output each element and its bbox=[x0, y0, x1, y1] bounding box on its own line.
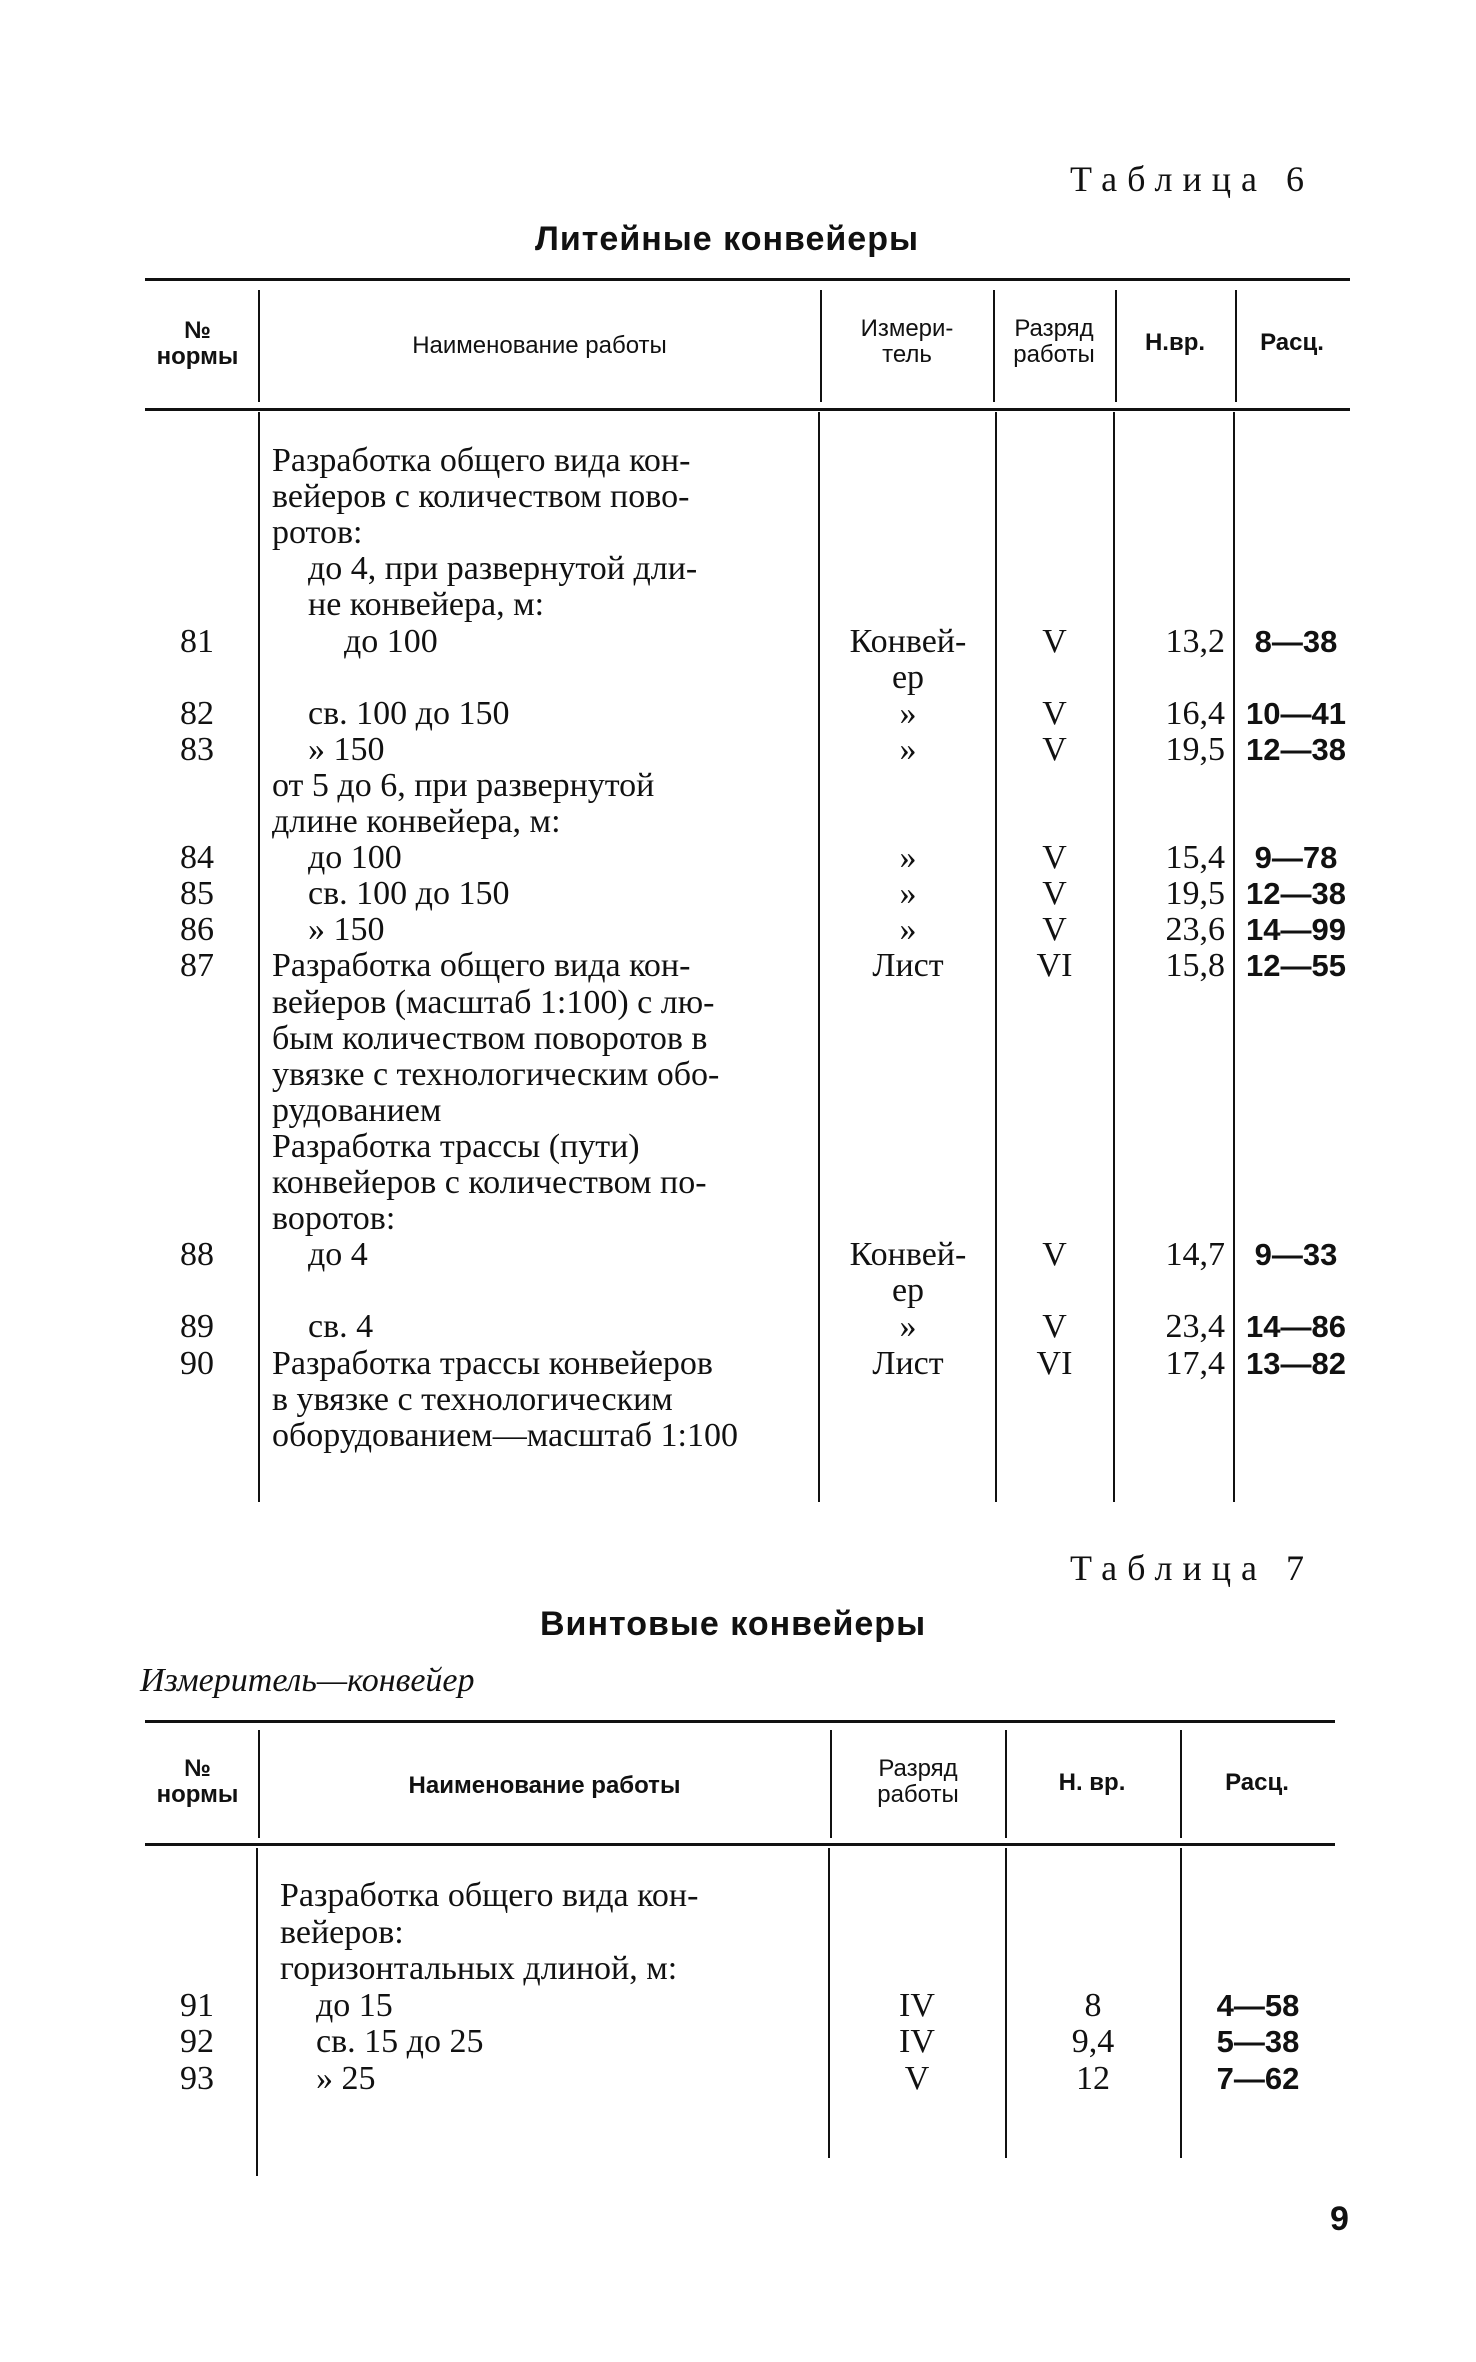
meter-cell: Лист bbox=[872, 1344, 944, 1382]
t6-hdr-grade: Разряд работы bbox=[1013, 315, 1095, 368]
t7-hdr-sep-1 bbox=[258, 1730, 260, 1838]
norm-number: 92 bbox=[180, 2023, 214, 2060]
norm-number: 85 bbox=[180, 875, 214, 913]
grade-cell: V bbox=[1042, 839, 1067, 877]
work-name-line: Разработка трассы (пути) bbox=[272, 1127, 640, 1165]
rate-cell: 9—78 bbox=[1254, 840, 1338, 876]
grade-cell: IV bbox=[899, 1986, 935, 2024]
t7-body-sep-1 bbox=[256, 1848, 258, 2176]
table7-subtitle: Измеритель—конвейер bbox=[140, 1662, 475, 1699]
work-name-line: не конвейера, м: bbox=[308, 586, 545, 624]
rate-cell: 8—38 bbox=[1254, 623, 1338, 659]
norm-time-cell: 19,5 bbox=[1165, 730, 1225, 768]
t7-body-sep-3 bbox=[1005, 1848, 1007, 2158]
t6-hdr-name: Наименование работы bbox=[412, 332, 667, 359]
rate-cell: 10—41 bbox=[1246, 695, 1346, 731]
meter-cell: » bbox=[899, 839, 917, 877]
norm-number: 81 bbox=[180, 622, 214, 660]
norm-time-cell: 15,8 bbox=[1165, 947, 1225, 985]
t6-hdr-sep-1 bbox=[258, 290, 260, 402]
work-name-line: до 4 bbox=[308, 1236, 368, 1274]
rate-cell: 7—62 bbox=[1216, 2060, 1300, 2096]
rate-cell: 5—38 bbox=[1216, 2024, 1300, 2059]
norm-time-cell: 16,4 bbox=[1165, 694, 1225, 732]
work-name-line: Разработка общего вида кон- bbox=[272, 947, 691, 985]
work-name-line: оборудованием—масштаб 1:100 bbox=[272, 1416, 738, 1454]
t7-hdr-grade: Разряд работы bbox=[877, 1755, 959, 1808]
grade-cell: IV bbox=[899, 2023, 935, 2060]
meter-cell: Лист bbox=[872, 947, 944, 985]
norm-number: 91 bbox=[180, 1986, 214, 2024]
table7-top-rule bbox=[145, 1720, 1335, 1723]
t6-hdr-sep-2 bbox=[820, 290, 822, 402]
work-name-line: до 100 bbox=[344, 622, 438, 660]
table6-header-rule bbox=[145, 408, 1350, 411]
t7-body-sep-2 bbox=[828, 1848, 830, 2158]
norm-time-cell: 23,4 bbox=[1165, 1308, 1225, 1346]
t6-hdr-num: № нормы bbox=[156, 317, 239, 370]
t7-hdr-sep-2 bbox=[830, 1730, 832, 1838]
meter-cell: » bbox=[899, 694, 917, 732]
work-name-line: св. 100 до 150 bbox=[308, 875, 510, 913]
work-name-line: воротов: bbox=[272, 1200, 396, 1238]
norm-time-cell: 12 bbox=[1076, 2059, 1110, 2097]
work-name-line: св. 15 до 25 bbox=[316, 2023, 484, 2060]
norm-number: 82 bbox=[180, 694, 214, 732]
grade-cell: V bbox=[1042, 730, 1067, 768]
work-name-line: Разработка общего вида кон- bbox=[280, 1877, 699, 1914]
rate-cell: 14—86 bbox=[1246, 1309, 1346, 1345]
t7-hdr-name: Наименование работы bbox=[408, 1772, 681, 1799]
t7-hdr-num: № нормы bbox=[156, 1755, 239, 1808]
work-name-line: длине конвейера, м: bbox=[272, 803, 561, 840]
work-name-line: до 15 bbox=[316, 1986, 393, 2024]
norm-number: 88 bbox=[180, 1236, 214, 1274]
meter-cell: » bbox=[899, 911, 917, 949]
meter-cell: » bbox=[899, 875, 917, 913]
table6-title: Литейные конвейеры bbox=[535, 220, 919, 258]
grade-cell: V bbox=[1042, 1308, 1067, 1346]
grade-cell: VI bbox=[1036, 1344, 1073, 1382]
work-name-line: бым количеством поворотов в bbox=[272, 1019, 708, 1057]
rate-cell: 12—55 bbox=[1246, 948, 1346, 984]
t7-hdr-hvr: Н. вр. bbox=[1058, 1769, 1126, 1796]
norm-time-cell: 15,4 bbox=[1165, 839, 1225, 877]
norm-number: 93 bbox=[180, 2059, 214, 2097]
table7-label: Таблица 7 bbox=[1070, 1548, 1314, 1588]
norm-time-cell: 19,5 bbox=[1165, 875, 1225, 913]
work-name-line: до 100 bbox=[308, 839, 402, 877]
meter-cell: » bbox=[899, 730, 917, 768]
table6-top-rule bbox=[145, 278, 1350, 281]
grade-cell: V bbox=[1042, 875, 1067, 913]
t6-hdr-rasc: Расц. bbox=[1260, 329, 1324, 356]
norm-number: 89 bbox=[180, 1308, 214, 1346]
work-name-line: ротов: bbox=[272, 514, 363, 552]
work-name-line: » 25 bbox=[316, 2059, 376, 2097]
grade-cell: V bbox=[1042, 911, 1067, 949]
norm-time-cell: 13,2 bbox=[1165, 622, 1225, 660]
meter-cell: ер bbox=[891, 1272, 925, 1310]
norm-time-cell: 8 bbox=[1084, 1986, 1102, 2024]
work-name-line: св. 4 bbox=[308, 1308, 374, 1346]
work-name-line: » 150 bbox=[308, 730, 385, 768]
t6-body-sep-4 bbox=[1113, 412, 1115, 1502]
work-name-line: в увязке с технологическим bbox=[272, 1380, 673, 1418]
t6-body-sep-2 bbox=[818, 412, 820, 1502]
work-name-line: горизонтальных длиной, м: bbox=[280, 1950, 678, 1987]
t6-body-sep-1 bbox=[258, 412, 260, 1502]
norm-time-cell: 17,4 bbox=[1165, 1344, 1225, 1382]
meter-cell: Конвей- bbox=[849, 622, 967, 660]
work-name-line: вейеров: bbox=[280, 1913, 404, 1951]
t6-hdr-meter: Измери- тель bbox=[860, 315, 954, 368]
work-name-line: » 150 bbox=[308, 911, 385, 949]
rate-cell: 12—38 bbox=[1246, 876, 1346, 912]
grade-cell: VI bbox=[1036, 947, 1073, 985]
norm-number: 84 bbox=[180, 839, 214, 877]
rate-cell: 4—58 bbox=[1216, 1987, 1300, 2023]
table7-header-rule bbox=[145, 1843, 1335, 1846]
grade-cell: V bbox=[904, 2059, 930, 2097]
meter-cell: Конвей- bbox=[849, 1236, 967, 1274]
work-name-line: Разработка общего вида кон- bbox=[272, 442, 691, 479]
work-name-line: от 5 до 6, при развернутой bbox=[272, 766, 655, 804]
norm-number: 83 bbox=[180, 730, 214, 768]
t6-body-sep-5 bbox=[1233, 412, 1235, 1502]
grade-cell: V bbox=[1042, 622, 1067, 660]
norm-time-cell: 23,6 bbox=[1165, 911, 1225, 949]
work-name-line: увязке с технологическим обо- bbox=[272, 1055, 720, 1093]
t7-hdr-rasc: Расц. bbox=[1225, 1769, 1289, 1796]
norm-number: 86 bbox=[180, 911, 214, 949]
rate-cell: 14—99 bbox=[1246, 912, 1346, 948]
norm-number: 90 bbox=[180, 1344, 214, 1382]
page-number: 9 bbox=[1330, 2200, 1349, 2238]
work-name-line: вейеров с количеством пово- bbox=[272, 478, 690, 516]
table7-title: Винтовые конвейеры bbox=[540, 1605, 927, 1643]
work-name-line: вейеров (масштаб 1:100) с лю- bbox=[272, 983, 715, 1021]
work-name-line: рудованием bbox=[272, 1091, 442, 1129]
rate-cell: 13—82 bbox=[1246, 1345, 1346, 1381]
norm-time-cell: 9,4 bbox=[1071, 2023, 1115, 2060]
grade-cell: V bbox=[1042, 694, 1067, 732]
work-name-line: конвейеров с количеством по- bbox=[272, 1164, 707, 1201]
t7-body-sep-4 bbox=[1180, 1848, 1182, 2158]
norm-time-cell: 14,7 bbox=[1165, 1236, 1225, 1274]
meter-cell: » bbox=[899, 1308, 917, 1346]
rate-cell: 12—38 bbox=[1246, 731, 1346, 767]
work-name-line: св. 100 до 150 bbox=[308, 694, 510, 732]
rate-cell: 9—33 bbox=[1254, 1237, 1338, 1273]
norm-number: 87 bbox=[180, 947, 214, 985]
grade-cell: V bbox=[1042, 1236, 1067, 1274]
meter-cell: ер bbox=[891, 658, 925, 696]
work-name-line: до 4, при развернутой дли- bbox=[308, 550, 698, 588]
work-name-line: Разработка трассы конвейеров bbox=[272, 1344, 713, 1382]
t6-hdr-hvr: Н.вр. bbox=[1144, 329, 1206, 356]
table6-label: Таблица 6 bbox=[1070, 159, 1314, 199]
